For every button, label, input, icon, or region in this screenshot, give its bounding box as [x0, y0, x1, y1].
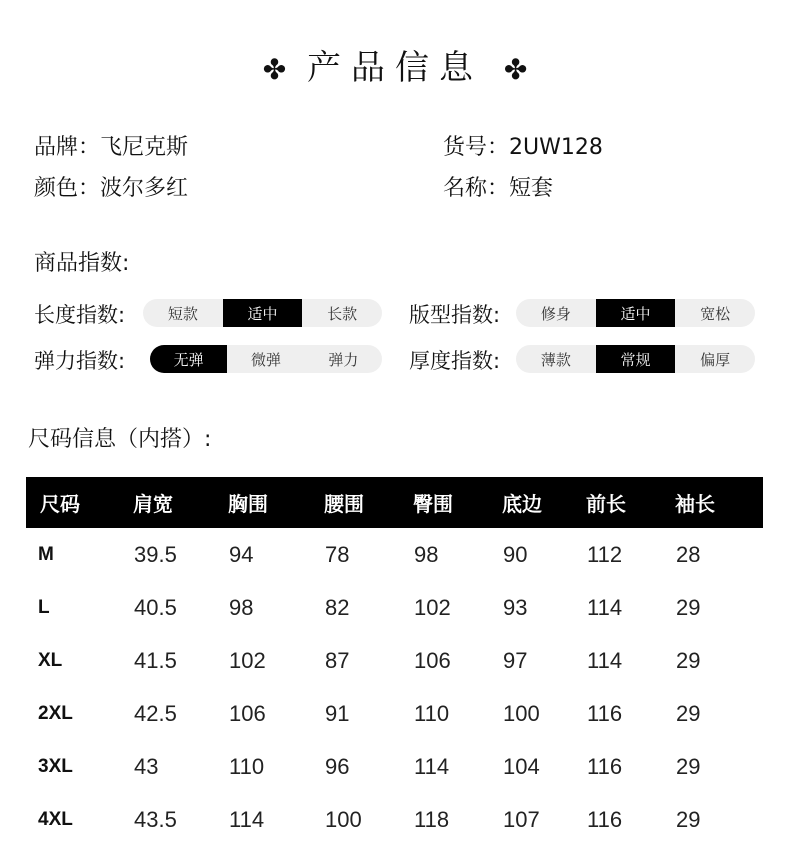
thickness-index-selector	[516, 345, 755, 373]
cell-sleeve-length: 28	[676, 541, 701, 567]
thickness-option-regular: 常规	[596, 345, 676, 373]
cell-shoulder: 41.5	[134, 647, 177, 673]
cell-hip: 106	[414, 647, 451, 673]
cell-hip: 98	[414, 541, 439, 567]
elasticity-option-none: 无弹	[150, 345, 227, 373]
table-row	[26, 528, 763, 581]
cell-chest: 114	[229, 806, 265, 832]
cell-shoulder: 43	[134, 753, 159, 779]
cell-waist: 96	[325, 753, 350, 779]
cell-size: M	[38, 543, 54, 565]
cell-sleeve-length: 29	[676, 594, 701, 620]
cell-waist: 82	[325, 594, 350, 620]
cell-waist: 78	[325, 541, 350, 567]
length-index-label: 长度指数:	[34, 303, 126, 327]
fit-option-regular: 适中	[596, 299, 676, 327]
length-option-long: 长款	[327, 304, 358, 323]
header-size: 尺码	[40, 492, 80, 516]
cell-hip: 102	[414, 594, 451, 620]
fit-option-slim: 修身	[540, 304, 571, 323]
item-no-value: 2UW128	[509, 135, 603, 160]
cell-sleeve-length: 29	[676, 647, 701, 673]
elasticity-option-slight: 微弹	[250, 350, 281, 369]
header-front-length: 前长	[586, 492, 626, 516]
cell-waist: 87	[325, 647, 350, 673]
cell-size: 2XL	[38, 702, 73, 724]
cell-sleeve-length: 29	[676, 700, 701, 726]
brand-value: 飞尼克斯	[100, 135, 189, 160]
size-section-label: 尺码信息（内搭）:	[28, 427, 212, 452]
table-row	[26, 687, 763, 740]
table-row	[26, 634, 763, 687]
color-info	[34, 171, 188, 202]
cell-front-length: 114	[587, 594, 623, 620]
color-label: 颜色：	[34, 176, 101, 201]
cell-chest: 106	[229, 700, 266, 726]
cell-shoulder: 40.5	[134, 594, 177, 620]
elasticity-index-selector	[150, 345, 382, 373]
name-label: 名称：	[443, 176, 510, 201]
cell-chest: 102	[229, 647, 266, 673]
cell-chest: 98	[229, 594, 254, 620]
ornament-left-icon: ✤	[262, 53, 287, 86]
length-option-medium: 适中	[223, 299, 303, 327]
cell-waist: 91	[325, 700, 350, 726]
thickness-option-thin: 薄款	[540, 350, 571, 369]
thickness-option-thick: 偏厚	[700, 350, 731, 369]
ornament-right-icon: ✤	[503, 53, 528, 86]
cell-chest: 94	[229, 541, 254, 567]
brand-label: 品牌：	[34, 135, 101, 160]
size-table	[26, 477, 763, 846]
table-row	[26, 581, 763, 634]
thickness-index-label: 厚度指数:	[409, 349, 501, 373]
cell-hem: 97	[503, 647, 528, 673]
fit-index-label: 版型指数:	[409, 303, 501, 327]
cell-hem: 104	[503, 753, 540, 779]
cell-shoulder: 43.5	[134, 806, 177, 832]
elasticity-index-label: 弹力指数:	[34, 349, 126, 373]
length-option-short: 短款	[167, 304, 198, 323]
cell-front-length: 116	[587, 806, 623, 832]
brand-info	[34, 130, 188, 161]
length-index-selector	[143, 299, 382, 327]
fit-index-selector	[516, 299, 755, 327]
header-waist: 腰围	[324, 492, 364, 516]
cell-size: L	[38, 596, 50, 618]
index-section-label: 商品指数:	[34, 251, 130, 276]
size-table-header	[26, 477, 763, 528]
cell-hem: 90	[503, 541, 528, 567]
table-row	[26, 740, 763, 793]
page-title	[0, 40, 790, 89]
color-value: 波尔多红	[100, 176, 189, 201]
title-text: 产品信息	[307, 48, 483, 88]
cell-size: 4XL	[38, 808, 73, 830]
cell-front-length: 116	[587, 753, 623, 779]
cell-sleeve-length: 29	[676, 753, 701, 779]
cell-shoulder: 42.5	[134, 700, 177, 726]
cell-hip: 118	[414, 806, 450, 832]
cell-hip: 110	[414, 700, 450, 726]
elasticity-option-elastic: 弹力	[328, 350, 359, 369]
cell-hip: 114	[414, 753, 450, 779]
header-hip: 臀围	[413, 492, 453, 516]
cell-shoulder: 39.5	[134, 541, 177, 567]
item-no-label: 货号：	[443, 135, 510, 160]
cell-front-length: 114	[587, 647, 623, 673]
cell-size: 3XL	[38, 755, 73, 777]
header-chest: 胸围	[228, 492, 268, 516]
cell-hem: 93	[503, 594, 528, 620]
cell-chest: 110	[229, 753, 265, 779]
cell-size: XL	[38, 649, 63, 671]
cell-sleeve-length: 29	[676, 806, 701, 832]
name-value: 短套	[509, 176, 554, 201]
header-sleeve-length: 袖长	[675, 492, 715, 516]
item-no-info	[443, 130, 603, 161]
cell-front-length: 112	[587, 541, 623, 567]
name-info	[443, 171, 553, 202]
table-row	[26, 793, 763, 846]
cell-hem: 107	[503, 806, 540, 832]
cell-front-length: 116	[587, 700, 623, 726]
fit-option-loose: 宽松	[700, 304, 731, 323]
cell-hem: 100	[503, 700, 540, 726]
header-shoulder: 肩宽	[133, 492, 173, 516]
cell-waist: 100	[325, 806, 362, 832]
header-hem: 底边	[502, 492, 542, 516]
